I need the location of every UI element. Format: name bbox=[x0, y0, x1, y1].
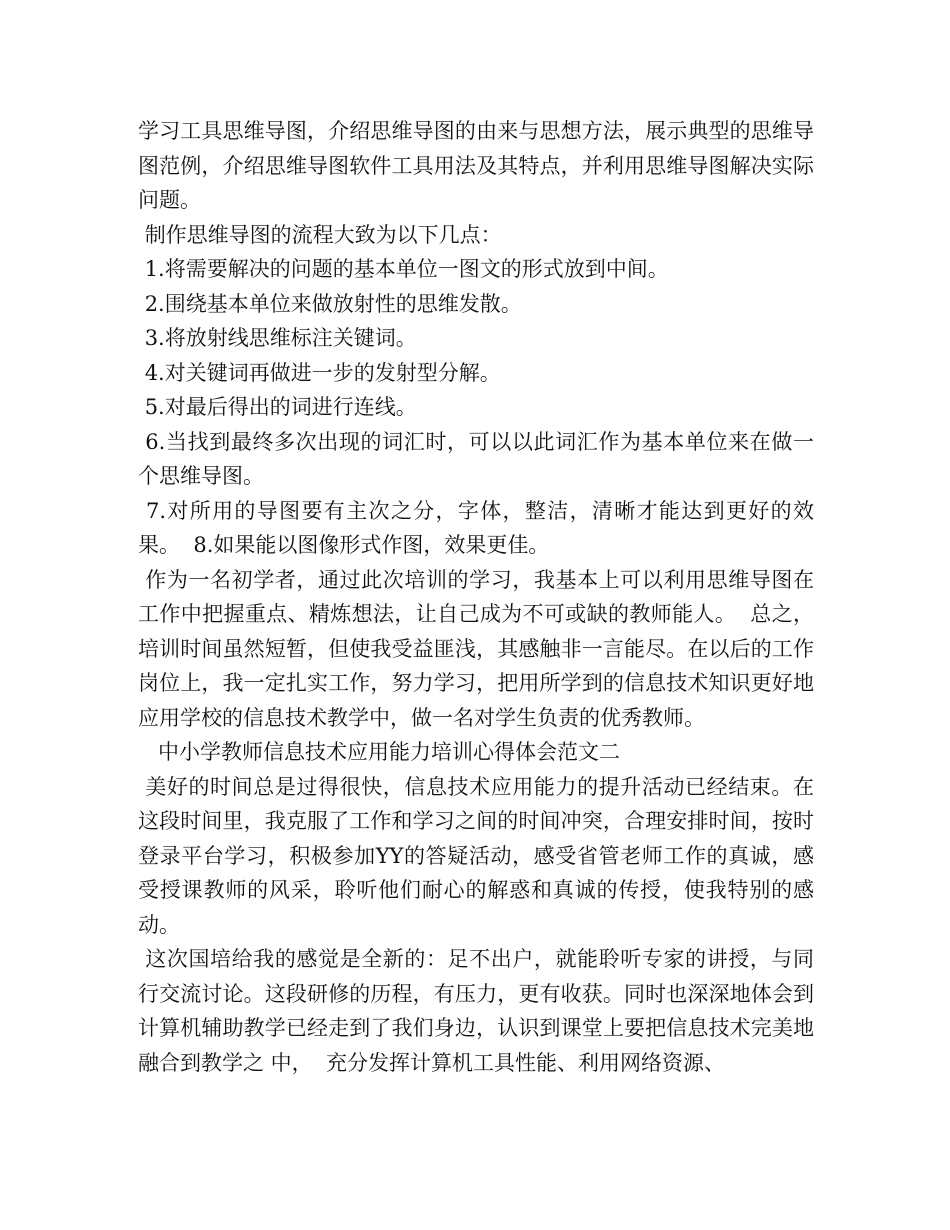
paragraph-essay-two-2: 这次国培给我的感觉是全新的：足不出户，就能聆听专家的讲授，与同行交流讨论。这段研修的历程，有压力，更有收获。同时也深深地体会到计算机辅助教学已经走到了我们身边，认识到课堂上要把信息技术完美地融合到教学之 中， 充分发挥计算机工具性能、利用网络资源、 bbox=[138, 947, 815, 1075]
list-item-step-5: 5.对最后得出的词进行连线。 bbox=[138, 395, 417, 419]
document-body bbox=[138, 114, 814, 1080]
paragraph-process-heading: 制作思维导图的流程大致为以下几点： bbox=[138, 222, 502, 247]
list-item-step-2: 2.围绕基本单位来做放射性的思维发散。 bbox=[138, 291, 522, 316]
list-item-step-6: 6.当找到最终多次出现的词汇时，可以以此词汇作为基本单位来在做一个思维导图。 bbox=[138, 429, 814, 488]
section-title-essay-two: 中小学教师信息技术应用能力培训心得体会范文二 bbox=[138, 740, 621, 764]
paragraph-reflection: 作为一名初学者，通过此次培训的学习，我基本上可以利用思维导图在工作中把握重点、精炼想法，让自己成为不可或缺的教师能人。 总之，培训时间虽然短暂，但使我受益匪浅，其感触非一言能尽。在以后的工作岗位上，我一定扎实工作，努力学习，把用所学到的信息技术知识更好地应用学校的信息技术教学中，做一名对学生负责的优秀教师。 bbox=[138, 567, 815, 730]
list-item-step-7-8: 7.对所用的导图要有主次之分，字体，整洁，清晰才能达到更好的效果。 8.如果能以图像形式作图，效果更佳。 bbox=[138, 498, 814, 557]
paragraph-intro: 学习工具思维导图，介绍思维导图的由来与思想方法，展示典型的思维导图范例，介绍思维导图软件工具用法及其特点，并利用思维导图解决实际问题。 bbox=[138, 119, 814, 212]
paragraph-essay-two-1: 美好的时间总是过得很快，信息技术应用能力的提升活动已经结束。在这段时间里，我克服了工作和学习之间的时间冲突，合理安排时间，按时登录平台学习，积极参加YY的答疑活动，感受省管老师工作的真诚，感受授课教师的风采，聆听他们耐心的解惑和真诚的传授，使我特别的感动。 bbox=[138, 774, 815, 937]
list-item-step-3: 3.将放射线思维标注关键词。 bbox=[138, 326, 417, 350]
list-item-step-4: 4.对关键词再做进一步的发射型分解。 bbox=[138, 360, 501, 385]
list-item-step-1: 1.将需要解决的问题的基本单位一图文的形式放到中间。 bbox=[138, 257, 669, 281]
